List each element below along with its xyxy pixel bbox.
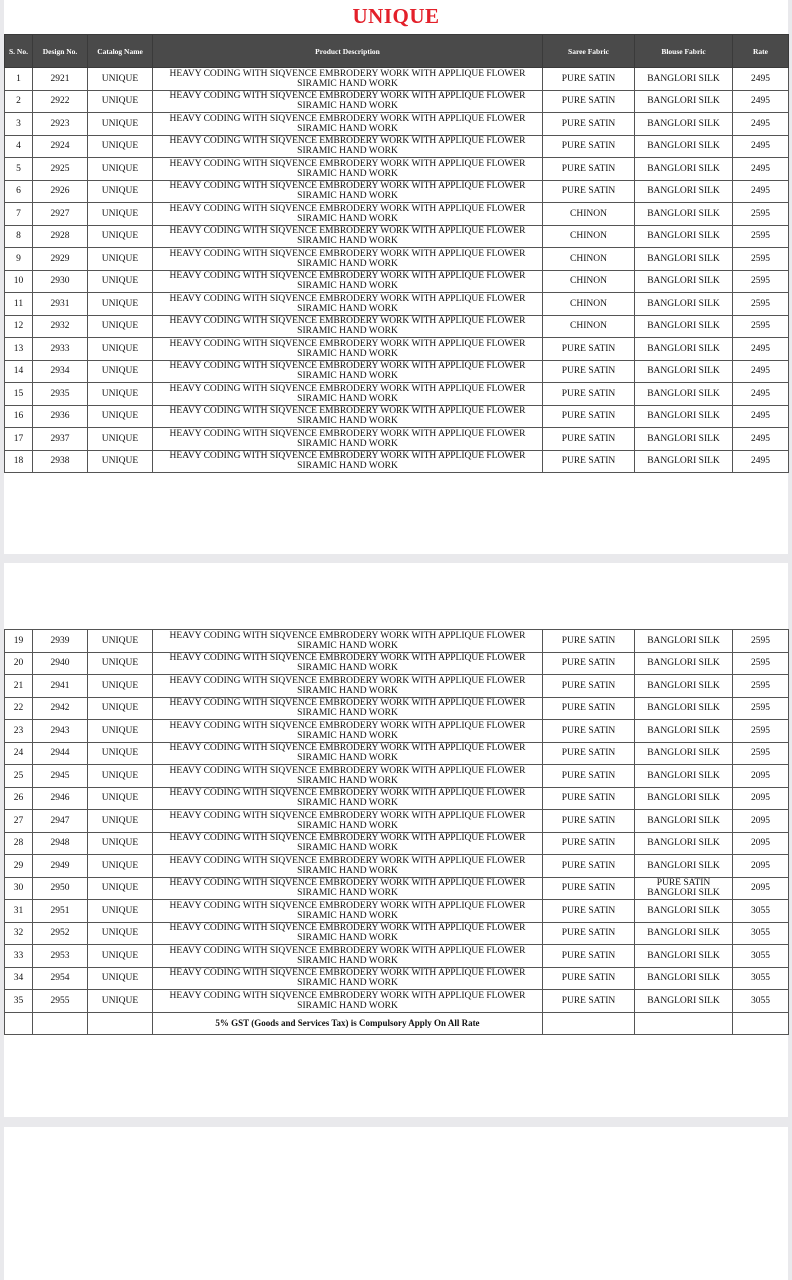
cell-rate: 2095 — [733, 765, 789, 788]
cell-design-no: 2943 — [33, 720, 88, 743]
table-row — [5, 293, 789, 316]
cell-catalog-name: UNIQUE — [88, 68, 153, 91]
cell-blouse-fabric: BANGLORI SILK — [635, 922, 733, 945]
cell-saree-fabric: PURE SATIN — [543, 652, 635, 675]
cell-saree-fabric: PURE SATIN — [543, 742, 635, 765]
table-row — [5, 855, 789, 878]
cell-blouse-fabric: BANGLORI SILK — [635, 697, 733, 720]
cell-saree-fabric: PURE SATIN — [543, 383, 635, 406]
cell-rate: 3055 — [733, 922, 789, 945]
cell-product-description: HEAVY CODING WITH SIQVENCE EMBRODERY WORK WITH APPLIQUE FLOWER SIRAMIC HAND WORK — [153, 180, 543, 203]
cell-saree-fabric: PURE SATIN — [543, 180, 635, 203]
cell-blouse-fabric: BANGLORI SILK — [635, 855, 733, 878]
document-page-3 — [4, 1127, 788, 1280]
cell-product-description: HEAVY CODING WITH SIQVENCE EMBRODERY WORK WITH APPLIQUE FLOWER SIRAMIC HAND WORK — [153, 990, 543, 1013]
cell-catalog-name: UNIQUE — [88, 203, 153, 226]
cell-sno: 14 — [5, 360, 33, 383]
cell-sno: 15 — [5, 383, 33, 406]
cell-design-no: 2946 — [33, 787, 88, 810]
cell-saree-fabric: CHINON — [543, 293, 635, 316]
cell-sno: 21 — [5, 675, 33, 698]
cell-rate: 2595 — [733, 652, 789, 675]
header-saree-fabric: Saree Fabric — [543, 35, 635, 68]
table-row — [5, 742, 789, 765]
cell-rate: 2095 — [733, 855, 789, 878]
cell-catalog-name: UNIQUE — [88, 428, 153, 451]
cell-blouse-fabric: BANGLORI SILK — [635, 810, 733, 833]
cell-saree-fabric: PURE SATIN — [543, 900, 635, 923]
cell-rate: 2095 — [733, 787, 789, 810]
cell-catalog-name: UNIQUE — [88, 270, 153, 293]
cell-blouse-fabric: BANGLORI SILK — [635, 967, 733, 990]
cell-product-description: HEAVY CODING WITH SIQVENCE EMBRODERY WORK WITH APPLIQUE FLOWER SIRAMIC HAND WORK — [153, 113, 543, 136]
cell-blouse-fabric: BANGLORI SILK — [635, 900, 733, 923]
cell-saree-fabric: PURE SATIN — [543, 338, 635, 361]
cell-catalog-name: UNIQUE — [88, 405, 153, 428]
cell-design-no: 2941 — [33, 675, 88, 698]
cell-blouse-fabric: BANGLORI SILK — [635, 158, 733, 181]
cell-saree-fabric: CHINON — [543, 315, 635, 338]
cell-product-description: HEAVY CODING WITH SIQVENCE EMBRODERY WORK WITH APPLIQUE FLOWER SIRAMIC HAND WORK — [153, 810, 543, 833]
cell-product-description: HEAVY CODING WITH SIQVENCE EMBRODERY WORK WITH APPLIQUE FLOWER SIRAMIC HAND WORK — [153, 225, 543, 248]
cell-sno: 30 — [5, 877, 33, 900]
cell-design-no: 2926 — [33, 180, 88, 203]
cell-sno: 8 — [5, 225, 33, 248]
cell-saree-fabric: PURE SATIN — [543, 855, 635, 878]
cell-catalog-name: UNIQUE — [88, 338, 153, 361]
cell-blouse-fabric: BANGLORI SILK — [635, 203, 733, 226]
cell-product-description: HEAVY CODING WITH SIQVENCE EMBRODERY WORK WITH APPLIQUE FLOWER SIRAMIC HAND WORK — [153, 405, 543, 428]
cell-design-no: 2952 — [33, 922, 88, 945]
cell-saree-fabric: PURE SATIN — [543, 675, 635, 698]
cell-rate: 2595 — [733, 630, 789, 653]
cell-sno: 20 — [5, 652, 33, 675]
cell-product-description: HEAVY CODING WITH SIQVENCE EMBRODERY WORK WITH APPLIQUE FLOWER SIRAMIC HAND WORK — [153, 742, 543, 765]
cell-saree-fabric: PURE SATIN — [543, 787, 635, 810]
cell-catalog-name: UNIQUE — [88, 967, 153, 990]
cell-blouse-fabric: BANGLORI SILK — [635, 293, 733, 316]
cell-sno: 12 — [5, 315, 33, 338]
cell-saree-fabric: PURE SATIN — [543, 697, 635, 720]
cell-catalog-name: UNIQUE — [88, 832, 153, 855]
cell-blouse-fabric: BANGLORI SILK — [635, 248, 733, 271]
cell-blouse-fabric: BANGLORI SILK — [635, 675, 733, 698]
cell-sno: 23 — [5, 720, 33, 743]
table-row — [5, 225, 789, 248]
cell-catalog-name: UNIQUE — [88, 383, 153, 406]
table-row — [5, 450, 789, 473]
cell-saree-fabric: PURE SATIN — [543, 135, 635, 158]
cell-blouse-fabric: BANGLORI SILK — [635, 383, 733, 406]
cell-blouse-fabric: BANGLORI SILK — [635, 113, 733, 136]
cell-catalog-name: UNIQUE — [88, 742, 153, 765]
cell-saree-fabric: CHINON — [543, 225, 635, 248]
cell-sno: 7 — [5, 203, 33, 226]
cell-sno: 27 — [5, 810, 33, 833]
cell-blouse-fabric: BANGLORI SILK — [635, 180, 733, 203]
header-product-description: Product Description — [153, 35, 543, 68]
cell-sno: 35 — [5, 990, 33, 1013]
cell-sno: 33 — [5, 945, 33, 968]
cell-product-description: HEAVY CODING WITH SIQVENCE EMBRODERY WORK WITH APPLIQUE FLOWER SIRAMIC HAND WORK — [153, 765, 543, 788]
cell-product-description: HEAVY CODING WITH SIQVENCE EMBRODERY WORK WITH APPLIQUE FLOWER SIRAMIC HAND WORK — [153, 450, 543, 473]
cell-catalog-name: UNIQUE — [88, 877, 153, 900]
cell-sno: 11 — [5, 293, 33, 316]
cell-blouse-fabric: PURE SATIN BANGLORI SILK — [635, 877, 733, 900]
cell-product-description: HEAVY CODING WITH SIQVENCE EMBRODERY WORK WITH APPLIQUE FLOWER SIRAMIC HAND WORK — [153, 787, 543, 810]
cell-blouse-fabric: BANGLORI SILK — [635, 270, 733, 293]
cell-rate: 2495 — [733, 135, 789, 158]
table-header-row — [5, 35, 789, 68]
header-catalog-name: Catalog Name — [88, 35, 153, 68]
cell-catalog-name: UNIQUE — [88, 652, 153, 675]
gst-note: 5% GST (Goods and Services Tax) is Compulsory Apply On All Rate — [153, 1012, 543, 1034]
cell-product-description: HEAVY CODING WITH SIQVENCE EMBRODERY WORK WITH APPLIQUE FLOWER SIRAMIC HAND WORK — [153, 855, 543, 878]
cell-product-description: HEAVY CODING WITH SIQVENCE EMBRODERY WORK WITH APPLIQUE FLOWER SIRAMIC HAND WORK — [153, 832, 543, 855]
cell-saree-fabric: PURE SATIN — [543, 68, 635, 91]
cell-product-description: HEAVY CODING WITH SIQVENCE EMBRODERY WORK WITH APPLIQUE FLOWER SIRAMIC HAND WORK — [153, 135, 543, 158]
cell-catalog-name: UNIQUE — [88, 113, 153, 136]
cell-sno: 25 — [5, 765, 33, 788]
cell-product-description: HEAVY CODING WITH SIQVENCE EMBRODERY WORK WITH APPLIQUE FLOWER SIRAMIC HAND WORK — [153, 945, 543, 968]
cell-product-description: HEAVY CODING WITH SIQVENCE EMBRODERY WORK WITH APPLIQUE FLOWER SIRAMIC HAND WORK — [153, 68, 543, 91]
cell-blouse-fabric: BANGLORI SILK — [635, 832, 733, 855]
cell-saree-fabric: PURE SATIN — [543, 630, 635, 653]
cell-catalog-name: UNIQUE — [88, 450, 153, 473]
cell-design-no: 2921 — [33, 68, 88, 91]
cell-saree-fabric: PURE SATIN — [543, 90, 635, 113]
cell-blouse-fabric: BANGLORI SILK — [635, 450, 733, 473]
table-row — [5, 203, 789, 226]
cell-blouse-fabric: BANGLORI SILK — [635, 630, 733, 653]
price-table-page-1 — [4, 34, 789, 473]
cell-rate: 2495 — [733, 338, 789, 361]
cell-design-no: 2954 — [33, 967, 88, 990]
cell-design-no: 2955 — [33, 990, 88, 1013]
document-page-1 — [4, 0, 788, 554]
cell-saree-fabric: PURE SATIN — [543, 158, 635, 181]
table-row — [5, 360, 789, 383]
cell-rate: 2595 — [733, 225, 789, 248]
cell-product-description: HEAVY CODING WITH SIQVENCE EMBRODERY WORK WITH APPLIQUE FLOWER SIRAMIC HAND WORK — [153, 248, 543, 271]
cell-product-description: HEAVY CODING WITH SIQVENCE EMBRODERY WORK WITH APPLIQUE FLOWER SIRAMIC HAND WORK — [153, 293, 543, 316]
table-row — [5, 720, 789, 743]
cell-product-description: HEAVY CODING WITH SIQVENCE EMBRODERY WORK WITH APPLIQUE FLOWER SIRAMIC HAND WORK — [153, 652, 543, 675]
cell-rate: 2095 — [733, 877, 789, 900]
cell-sno: 26 — [5, 787, 33, 810]
cell-product-description: HEAVY CODING WITH SIQVENCE EMBRODERY WORK WITH APPLIQUE FLOWER SIRAMIC HAND WORK — [153, 697, 543, 720]
table-row — [5, 180, 789, 203]
cell-blouse-fabric: BANGLORI SILK — [635, 135, 733, 158]
cell-design-no: 2937 — [33, 428, 88, 451]
cell-catalog-name: UNIQUE — [88, 720, 153, 743]
cell-rate: 2095 — [733, 810, 789, 833]
cell-sno: 2 — [5, 90, 33, 113]
cell-sno: 17 — [5, 428, 33, 451]
table-row — [5, 428, 789, 451]
cell-catalog-name: UNIQUE — [88, 90, 153, 113]
cell-sno: 34 — [5, 967, 33, 990]
cell-catalog-name: UNIQUE — [88, 765, 153, 788]
cell-sno: 1 — [5, 68, 33, 91]
table-row — [5, 383, 789, 406]
cell-sno: 32 — [5, 922, 33, 945]
cell-catalog-name: UNIQUE — [88, 697, 153, 720]
cell-sno: 18 — [5, 450, 33, 473]
cell-design-no: 2928 — [33, 225, 88, 248]
cell-rate: 2495 — [733, 428, 789, 451]
cell-catalog-name: UNIQUE — [88, 360, 153, 383]
cell-sno: 31 — [5, 900, 33, 923]
cell-design-no: 2942 — [33, 697, 88, 720]
cell-saree-fabric: PURE SATIN — [543, 113, 635, 136]
cell-saree-fabric: PURE SATIN — [543, 990, 635, 1013]
cell-design-no: 2922 — [33, 90, 88, 113]
cell-blouse-fabric: BANGLORI SILK — [635, 90, 733, 113]
cell-product-description: HEAVY CODING WITH SIQVENCE EMBRODERY WORK WITH APPLIQUE FLOWER SIRAMIC HAND WORK — [153, 383, 543, 406]
table-row — [5, 158, 789, 181]
cell-saree-fabric: PURE SATIN — [543, 810, 635, 833]
cell-rate: 2095 — [733, 832, 789, 855]
cell-rate: 3055 — [733, 945, 789, 968]
cell-product-description: HEAVY CODING WITH SIQVENCE EMBRODERY WORK WITH APPLIQUE FLOWER SIRAMIC HAND WORK — [153, 675, 543, 698]
cell-catalog-name: UNIQUE — [88, 180, 153, 203]
cell-catalog-name: UNIQUE — [88, 135, 153, 158]
cell-rate: 3055 — [733, 967, 789, 990]
header-blouse-fabric: Blouse Fabric — [635, 35, 733, 68]
cell-saree-fabric: PURE SATIN — [543, 720, 635, 743]
cell-saree-fabric: PURE SATIN — [543, 450, 635, 473]
table-row — [5, 675, 789, 698]
cell-product-description: HEAVY CODING WITH SIQVENCE EMBRODERY WORK WITH APPLIQUE FLOWER SIRAMIC HAND WORK — [153, 315, 543, 338]
cell-design-no: 2930 — [33, 270, 88, 293]
cell-catalog-name: UNIQUE — [88, 810, 153, 833]
cell-blouse-fabric: BANGLORI SILK — [635, 765, 733, 788]
table-row — [5, 900, 789, 923]
table-row — [5, 270, 789, 293]
cell-rate: 2595 — [733, 720, 789, 743]
cell-product-description: HEAVY CODING WITH SIQVENCE EMBRODERY WORK WITH APPLIQUE FLOWER SIRAMIC HAND WORK — [153, 630, 543, 653]
cell-rate: 2595 — [733, 742, 789, 765]
cell-design-no: 2953 — [33, 945, 88, 968]
cell-saree-fabric: PURE SATIN — [543, 945, 635, 968]
cell-design-no: 2935 — [33, 383, 88, 406]
header-design-no: Design No. — [33, 35, 88, 68]
header-rate: Rate — [733, 35, 789, 68]
cell-catalog-name: UNIQUE — [88, 922, 153, 945]
cell-rate: 2495 — [733, 90, 789, 113]
table-row — [5, 135, 789, 158]
cell-saree-fabric: PURE SATIN — [543, 922, 635, 945]
cell-product-description: HEAVY CODING WITH SIQVENCE EMBRODERY WORK WITH APPLIQUE FLOWER SIRAMIC HAND WORK — [153, 360, 543, 383]
cell-design-no: 2932 — [33, 315, 88, 338]
cell-blouse-fabric: BANGLORI SILK — [635, 720, 733, 743]
document-page-2 — [4, 563, 788, 1117]
table-row — [5, 652, 789, 675]
cell-catalog-name: UNIQUE — [88, 158, 153, 181]
cell-design-no: 2923 — [33, 113, 88, 136]
table-footer-row — [5, 1012, 789, 1034]
cell-sno: 28 — [5, 832, 33, 855]
cell-saree-fabric: PURE SATIN — [543, 360, 635, 383]
cell-design-no: 2936 — [33, 405, 88, 428]
cell-design-no: 2948 — [33, 832, 88, 855]
cell-saree-fabric: PURE SATIN — [543, 967, 635, 990]
cell-sno: 10 — [5, 270, 33, 293]
cell-design-no: 2944 — [33, 742, 88, 765]
table-row — [5, 877, 789, 900]
cell-catalog-name: UNIQUE — [88, 945, 153, 968]
cell-catalog-name: UNIQUE — [88, 225, 153, 248]
cell-catalog-name: UNIQUE — [88, 900, 153, 923]
cell-saree-fabric: PURE SATIN — [543, 877, 635, 900]
cell-blouse-fabric: BANGLORI SILK — [635, 652, 733, 675]
table-row — [5, 338, 789, 361]
cell-product-description: HEAVY CODING WITH SIQVENCE EMBRODERY WORK WITH APPLIQUE FLOWER SIRAMIC HAND WORK — [153, 338, 543, 361]
cell-design-no: 2929 — [33, 248, 88, 271]
cell-sno: 4 — [5, 135, 33, 158]
cell-product-description: HEAVY CODING WITH SIQVENCE EMBRODERY WORK WITH APPLIQUE FLOWER SIRAMIC HAND WORK — [153, 900, 543, 923]
cell-blouse-fabric: BANGLORI SILK — [635, 315, 733, 338]
cell-rate: 2495 — [733, 158, 789, 181]
cell-catalog-name: UNIQUE — [88, 787, 153, 810]
cell-design-no: 2951 — [33, 900, 88, 923]
cell-catalog-name: UNIQUE — [88, 630, 153, 653]
cell-saree-fabric: CHINON — [543, 203, 635, 226]
table-row — [5, 248, 789, 271]
table-row — [5, 832, 789, 855]
cell-saree-fabric: PURE SATIN — [543, 405, 635, 428]
cell-design-no: 2934 — [33, 360, 88, 383]
cell-blouse-fabric: BANGLORI SILK — [635, 225, 733, 248]
table-row — [5, 990, 789, 1013]
cell-saree-fabric: PURE SATIN — [543, 765, 635, 788]
cell-product-description: HEAVY CODING WITH SIQVENCE EMBRODERY WORK WITH APPLIQUE FLOWER SIRAMIC HAND WORK — [153, 877, 543, 900]
cell-sno: 5 — [5, 158, 33, 181]
cell-product-description: HEAVY CODING WITH SIQVENCE EMBRODERY WORK WITH APPLIQUE FLOWER SIRAMIC HAND WORK — [153, 158, 543, 181]
catalog-title: UNIQUE — [352, 4, 440, 28]
cell-design-no: 2940 — [33, 652, 88, 675]
cell-design-no: 2950 — [33, 877, 88, 900]
cell-sno: 24 — [5, 742, 33, 765]
cell-blouse-fabric: BANGLORI SILK — [635, 360, 733, 383]
cell-rate: 2495 — [733, 180, 789, 203]
cell-blouse-fabric: BANGLORI SILK — [635, 990, 733, 1013]
cell-blouse-fabric: BANGLORI SILK — [635, 742, 733, 765]
cell-catalog-name: UNIQUE — [88, 855, 153, 878]
cell-saree-fabric: CHINON — [543, 248, 635, 271]
cell-blouse-fabric: BANGLORI SILK — [635, 405, 733, 428]
cell-design-no: 2938 — [33, 450, 88, 473]
cell-sno: 19 — [5, 630, 33, 653]
cell-catalog-name: UNIQUE — [88, 293, 153, 316]
cell-blouse-fabric: BANGLORI SILK — [635, 428, 733, 451]
cell-design-no: 2933 — [33, 338, 88, 361]
cell-product-description: HEAVY CODING WITH SIQVENCE EMBRODERY WORK WITH APPLIQUE FLOWER SIRAMIC HAND WORK — [153, 922, 543, 945]
cell-rate: 2595 — [733, 697, 789, 720]
cell-design-no: 2945 — [33, 765, 88, 788]
cell-rate: 2595 — [733, 270, 789, 293]
cell-design-no: 2947 — [33, 810, 88, 833]
cell-catalog-name: UNIQUE — [88, 990, 153, 1013]
table-row — [5, 68, 789, 91]
table-row — [5, 765, 789, 788]
cell-sno: 6 — [5, 180, 33, 203]
cell-design-no: 2925 — [33, 158, 88, 181]
cell-blouse-fabric: BANGLORI SILK — [635, 338, 733, 361]
cell-rate: 3055 — [733, 990, 789, 1013]
table-row — [5, 967, 789, 990]
table-row — [5, 787, 789, 810]
cell-design-no: 2924 — [33, 135, 88, 158]
cell-rate: 2595 — [733, 315, 789, 338]
cell-product-description: HEAVY CODING WITH SIQVENCE EMBRODERY WORK WITH APPLIQUE FLOWER SIRAMIC HAND WORK — [153, 720, 543, 743]
header-sno: S. No. — [5, 35, 33, 68]
cell-blouse-fabric: BANGLORI SILK — [635, 787, 733, 810]
table-row — [5, 315, 789, 338]
cell-catalog-name: UNIQUE — [88, 248, 153, 271]
table-row — [5, 922, 789, 945]
cell-product-description: HEAVY CODING WITH SIQVENCE EMBRODERY WORK WITH APPLIQUE FLOWER SIRAMIC HAND WORK — [153, 90, 543, 113]
cell-sno: 3 — [5, 113, 33, 136]
table-row — [5, 945, 789, 968]
table-row — [5, 405, 789, 428]
cell-design-no: 2939 — [33, 630, 88, 653]
cell-product-description: HEAVY CODING WITH SIQVENCE EMBRODERY WORK WITH APPLIQUE FLOWER SIRAMIC HAND WORK — [153, 203, 543, 226]
cell-sno: 9 — [5, 248, 33, 271]
cell-sno: 22 — [5, 697, 33, 720]
cell-blouse-fabric: BANGLORI SILK — [635, 68, 733, 91]
cell-sno: 16 — [5, 405, 33, 428]
cell-catalog-name: UNIQUE — [88, 315, 153, 338]
cell-rate: 2595 — [733, 293, 789, 316]
table-row — [5, 810, 789, 833]
cell-product-description: HEAVY CODING WITH SIQVENCE EMBRODERY WORK WITH APPLIQUE FLOWER SIRAMIC HAND WORK — [153, 428, 543, 451]
table-row — [5, 90, 789, 113]
cell-sno: 29 — [5, 855, 33, 878]
cell-saree-fabric: PURE SATIN — [543, 428, 635, 451]
cell-blouse-fabric: BANGLORI SILK — [635, 945, 733, 968]
table-row — [5, 630, 789, 653]
table-row — [5, 113, 789, 136]
cell-rate: 2495 — [733, 450, 789, 473]
cell-rate: 2495 — [733, 68, 789, 91]
cell-design-no: 2949 — [33, 855, 88, 878]
cell-rate: 2495 — [733, 383, 789, 406]
cell-rate: 2595 — [733, 203, 789, 226]
cell-catalog-name: UNIQUE — [88, 675, 153, 698]
cell-rate: 2595 — [733, 675, 789, 698]
cell-saree-fabric: PURE SATIN — [543, 832, 635, 855]
cell-sno: 13 — [5, 338, 33, 361]
cell-product-description: HEAVY CODING WITH SIQVENCE EMBRODERY WORK WITH APPLIQUE FLOWER SIRAMIC HAND WORK — [153, 967, 543, 990]
cell-design-no: 2931 — [33, 293, 88, 316]
cell-rate: 3055 — [733, 900, 789, 923]
cell-saree-fabric: CHINON — [543, 270, 635, 293]
table-row — [5, 697, 789, 720]
cell-rate: 2595 — [733, 248, 789, 271]
cell-rate: 2495 — [733, 405, 789, 428]
cell-rate: 2495 — [733, 360, 789, 383]
cell-product-description: HEAVY CODING WITH SIQVENCE EMBRODERY WORK WITH APPLIQUE FLOWER SIRAMIC HAND WORK — [153, 270, 543, 293]
cell-design-no: 2927 — [33, 203, 88, 226]
price-table-page-2 — [4, 629, 789, 1035]
cell-rate: 2495 — [733, 113, 789, 136]
